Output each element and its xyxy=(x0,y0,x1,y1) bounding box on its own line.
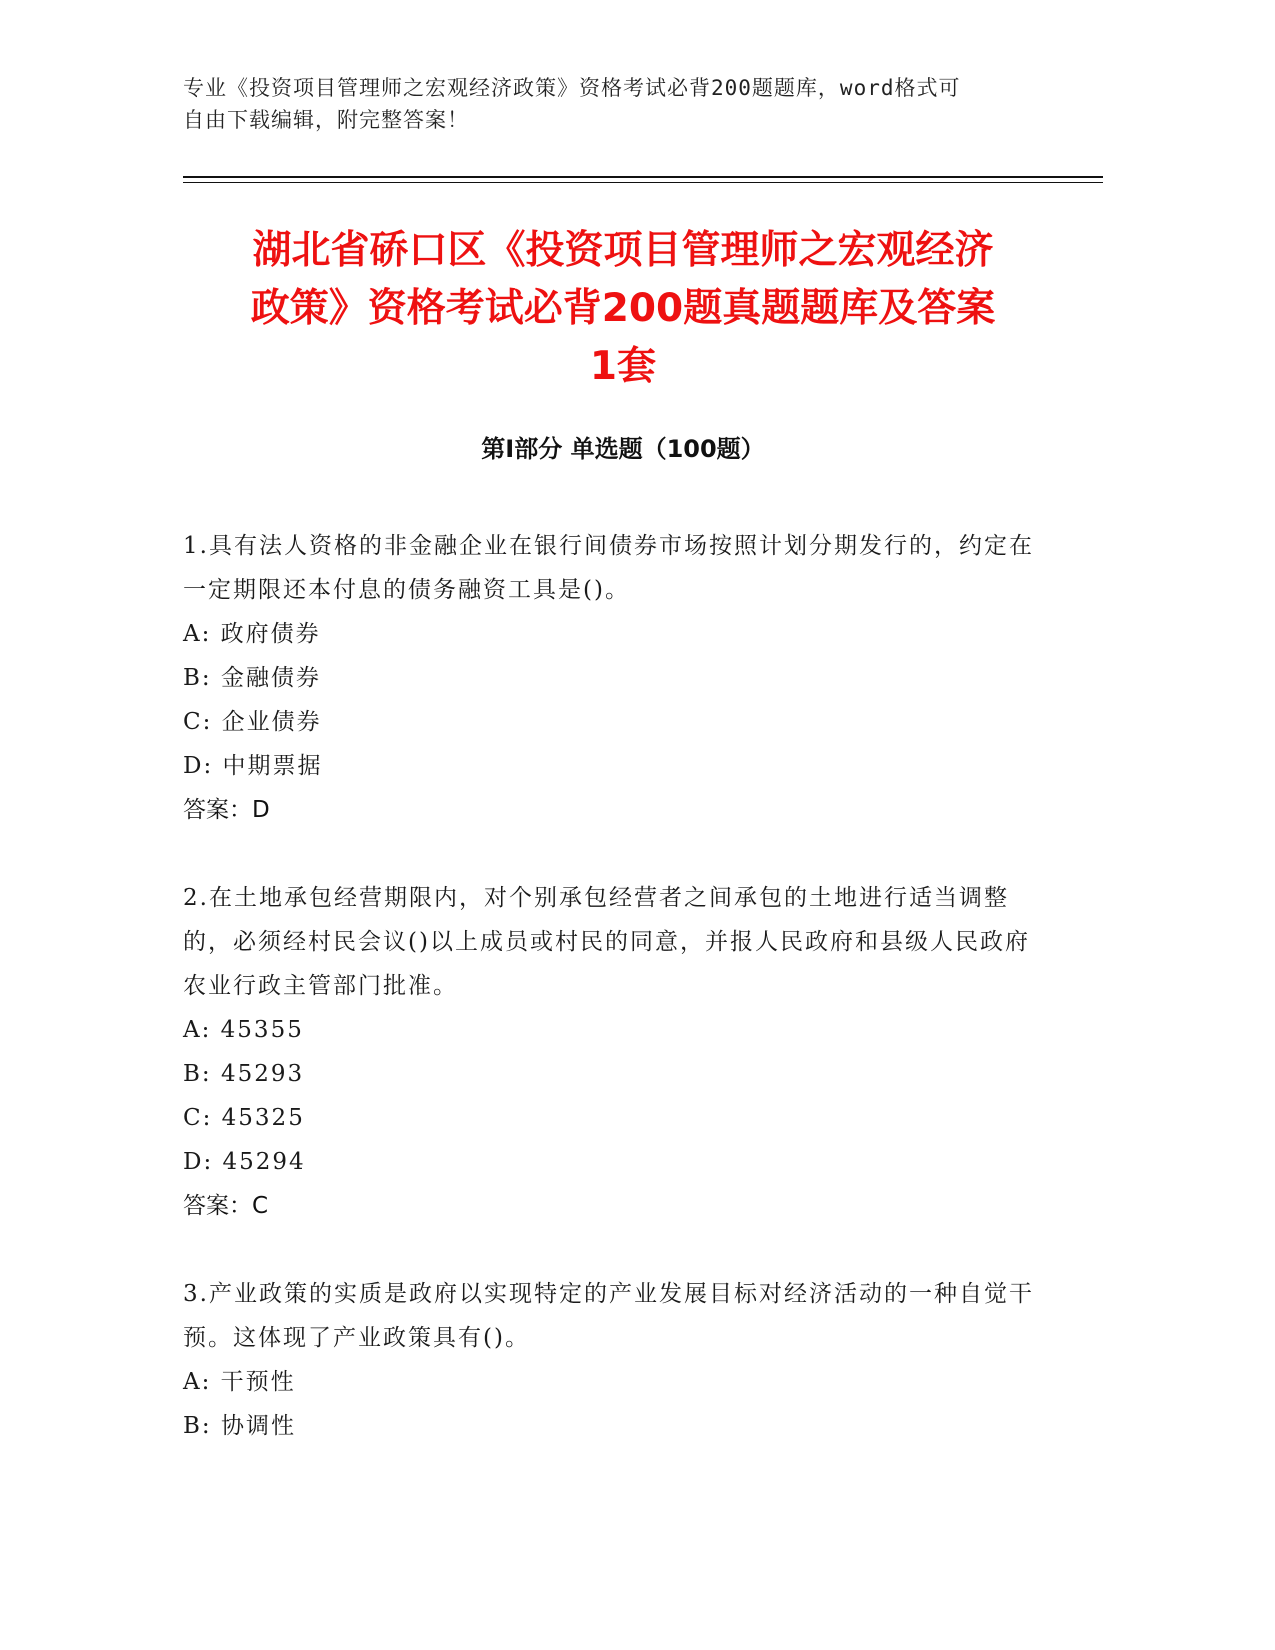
header-divider-thin xyxy=(183,182,1103,183)
header-line-1: 专业《投资项目管理师之宏观经济政策》资格考试必背200题题库，word格式可 xyxy=(183,76,961,100)
question-stem: 3.产业政策的实质是政府以实现特定的产业发展目标对经济活动的一种自觉干预。这体现了产业政策具有()。 xyxy=(183,1281,1034,1351)
option-a: A: 政府债券 xyxy=(183,621,321,647)
option-c: C: 企业债券 xyxy=(183,709,322,735)
answer: 答案：D xyxy=(183,797,270,823)
document-title xyxy=(183,222,1063,396)
title-line-2: 政策》资格考试必背200题真题题库及答案 xyxy=(250,286,996,331)
question-stem: 2.在土地承包经营期限内，对个别承包经营者之间承包的土地进行适当调整的，必须经村民会议()以上成员或村民的同意，并报人民政府和县级人民政府农业行政主管部门批准。 xyxy=(183,885,1030,999)
option-a: A: 45355 xyxy=(183,1017,304,1043)
header-divider-thick xyxy=(183,176,1103,178)
title-line-1: 湖北省硚口区《投资项目管理师之宏观经济 xyxy=(252,228,994,273)
question-3 xyxy=(183,1272,1043,1448)
question-list xyxy=(183,524,1043,1492)
option-c: C: 45325 xyxy=(183,1105,305,1131)
page-header xyxy=(183,72,1063,136)
question-2 xyxy=(183,876,1043,1228)
option-b: B: 45293 xyxy=(183,1061,305,1087)
question-stem: 1.具有法人资格的非金融企业在银行间债券市场按照计划分期发行的，约定在一定期限还本付息的债务融资工具是()。 xyxy=(183,533,1034,603)
title-line-3: 1套 xyxy=(589,344,657,389)
option-b: B: 协调性 xyxy=(183,1413,296,1439)
option-d: D: 45294 xyxy=(183,1149,306,1175)
option-a: A: 干预性 xyxy=(183,1369,296,1395)
header-line-2: 自由下载编辑，附完整答案！ xyxy=(183,108,469,132)
answer: 答案：C xyxy=(183,1193,269,1219)
option-b: B: 金融债券 xyxy=(183,665,321,691)
section-heading: 第Ⅰ部分 单选题（100题） xyxy=(481,435,765,463)
question-1 xyxy=(183,524,1043,832)
option-d: D: 中期票据 xyxy=(183,753,323,779)
